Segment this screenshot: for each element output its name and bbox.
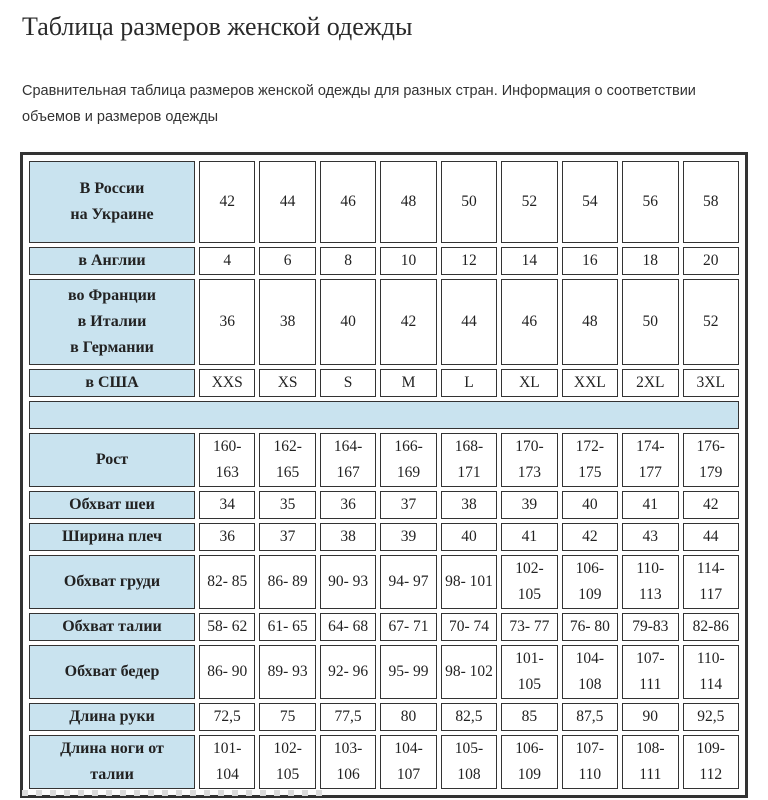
footer-divider — [22, 790, 322, 796]
table-cell: 42 — [562, 523, 618, 551]
table-cell: 110- 114 — [683, 645, 740, 699]
table-cell: 37 — [259, 523, 315, 551]
table-row — [29, 523, 739, 551]
table-cell: 105- 108 — [441, 735, 497, 789]
table-cell: 176- 179 — [683, 433, 740, 487]
country-label: в США — [29, 369, 195, 397]
table-cell: 50 — [441, 161, 497, 243]
table-cell: 42 — [683, 491, 740, 519]
table-cell: 80 — [380, 703, 436, 731]
table-cell: 67- 71 — [380, 613, 436, 641]
table-cell: 18 — [622, 247, 678, 275]
country-label: в Англии — [29, 247, 195, 275]
table-cell: 87,5 — [562, 703, 618, 731]
table-cell: 10 — [380, 247, 436, 275]
table-row — [29, 613, 739, 641]
table-cell: 58- 62 — [199, 613, 255, 641]
table-cell: XXL — [562, 369, 618, 397]
table-cell: 4 — [199, 247, 255, 275]
table-cell: 39 — [501, 491, 557, 519]
table-cell: 76- 80 — [562, 613, 618, 641]
table-cell: 37 — [380, 491, 436, 519]
table-cell: 64- 68 — [320, 613, 376, 641]
table-cell: 101- 105 — [501, 645, 557, 699]
size-table — [25, 157, 743, 793]
table-cell: 98- 101 — [441, 555, 497, 609]
table-cell: 38 — [441, 491, 497, 519]
table-cell: 40 — [320, 279, 376, 365]
measure-label: Длина ноги от талии — [29, 735, 195, 789]
table-cell: L — [441, 369, 497, 397]
measure-label: Ширина плеч — [29, 523, 195, 551]
table-cell: 48 — [380, 161, 436, 243]
table-cell: M — [380, 369, 436, 397]
table-row — [29, 645, 739, 699]
table-row — [29, 161, 739, 243]
table-cell: 14 — [501, 247, 557, 275]
table-cell: 34 — [199, 491, 255, 519]
table-cell: 98- 102 — [441, 645, 497, 699]
table-cell: XS — [259, 369, 315, 397]
table-cell: 73- 77 — [501, 613, 557, 641]
table-cell: 94- 97 — [380, 555, 436, 609]
measure-label: Обхват шеи — [29, 491, 195, 519]
table-cell: 38 — [259, 279, 315, 365]
table-cell: 107- 111 — [622, 645, 678, 699]
table-cell: 85 — [501, 703, 557, 731]
table-cell: 52 — [501, 161, 557, 243]
measure-label: Длина руки — [29, 703, 195, 731]
measure-label: Рост — [29, 433, 195, 487]
table-cell: 6 — [259, 247, 315, 275]
section-separator — [29, 401, 739, 429]
table-cell: 16 — [562, 247, 618, 275]
table-cell: 12 — [441, 247, 497, 275]
table-cell: 90 — [622, 703, 678, 731]
table-cell: 89- 93 — [259, 645, 315, 699]
table-cell: 90- 93 — [320, 555, 376, 609]
table-cell: 8 — [320, 247, 376, 275]
table-row — [29, 369, 739, 397]
table-cell: 82,5 — [441, 703, 497, 731]
table-row — [29, 555, 739, 609]
table-cell: 44 — [441, 279, 497, 365]
table-cell: 82-86 — [683, 613, 740, 641]
table-cell: 104- 107 — [380, 735, 436, 789]
table-cell: 172- 175 — [562, 433, 618, 487]
table-cell: 42 — [199, 161, 255, 243]
page-title: Таблица размеров женской одежды — [22, 12, 413, 41]
table-cell: 39 — [380, 523, 436, 551]
table-row — [29, 247, 739, 275]
table-cell: 44 — [259, 161, 315, 243]
table-row — [29, 491, 739, 519]
table-cell: 168- 171 — [441, 433, 497, 487]
table-cell: 2XL — [622, 369, 678, 397]
table-cell: 77,5 — [320, 703, 376, 731]
table-cell: 75 — [259, 703, 315, 731]
table-cell: 82- 85 — [199, 555, 255, 609]
table-cell: 170- 173 — [501, 433, 557, 487]
table-cell: XL — [501, 369, 557, 397]
table-cell: 101- 104 — [199, 735, 255, 789]
table-row — [29, 735, 739, 789]
table-cell: XXS — [199, 369, 255, 397]
table-cell: 48 — [562, 279, 618, 365]
table-cell: 58 — [683, 161, 740, 243]
measure-label: Обхват бедер — [29, 645, 195, 699]
table-cell: 3XL — [683, 369, 740, 397]
table-cell: 41 — [622, 491, 678, 519]
table-row — [29, 279, 739, 365]
table-cell: 61- 65 — [259, 613, 315, 641]
table-cell: 110- 113 — [622, 555, 678, 609]
table-cell: 102- 105 — [259, 735, 315, 789]
table-cell: 56 — [622, 161, 678, 243]
table-cell: 92- 96 — [320, 645, 376, 699]
measure-label: Обхват талии — [29, 613, 195, 641]
table-cell: 86- 90 — [199, 645, 255, 699]
table-cell: 52 — [683, 279, 740, 365]
table-cell: 72,5 — [199, 703, 255, 731]
table-cell: 104- 108 — [562, 645, 618, 699]
table-cell: 70- 74 — [441, 613, 497, 641]
table-cell: 102- 105 — [501, 555, 557, 609]
table-cell: 44 — [683, 523, 740, 551]
table-cell: 164- 167 — [320, 433, 376, 487]
table-cell: 92,5 — [683, 703, 740, 731]
country-label: во Франции в Италии в Германии — [29, 279, 195, 365]
size-table-frame — [20, 152, 748, 798]
table-cell: 50 — [622, 279, 678, 365]
table-cell: 106- 109 — [501, 735, 557, 789]
page-description: Сравнительная таблица размеров женской одежды для разных стран. Информация о соответствии объемов и размеров одежды — [22, 83, 696, 125]
table-cell: 40 — [441, 523, 497, 551]
table-cell: 36 — [320, 491, 376, 519]
table-cell: 114- 117 — [683, 555, 740, 609]
table-cell: 95- 99 — [380, 645, 436, 699]
table-cell: 46 — [501, 279, 557, 365]
table-cell: 107- 110 — [562, 735, 618, 789]
table-row — [29, 433, 739, 487]
table-cell: 20 — [683, 247, 740, 275]
table-cell: 174- 177 — [622, 433, 678, 487]
table-cell: 109- 112 — [683, 735, 740, 789]
table-cell: S — [320, 369, 376, 397]
table-cell: 86- 89 — [259, 555, 315, 609]
table-cell: 166- 169 — [380, 433, 436, 487]
table-cell: 38 — [320, 523, 376, 551]
measure-label: Обхват груди — [29, 555, 195, 609]
table-cell: 40 — [562, 491, 618, 519]
table-cell: 36 — [199, 523, 255, 551]
table-cell: 41 — [501, 523, 557, 551]
size-table-body — [29, 161, 739, 789]
table-cell: 103- 106 — [320, 735, 376, 789]
table-cell: 36 — [199, 279, 255, 365]
country-label: В России на Украине — [29, 161, 195, 243]
table-cell: 162- 165 — [259, 433, 315, 487]
table-cell: 160- 163 — [199, 433, 255, 487]
table-cell: 79-83 — [622, 613, 678, 641]
table-cell: 46 — [320, 161, 376, 243]
separator-cell — [29, 401, 739, 429]
table-cell: 43 — [622, 523, 678, 551]
table-cell: 108- 111 — [622, 735, 678, 789]
table-cell: 42 — [380, 279, 436, 365]
table-cell: 106- 109 — [562, 555, 618, 609]
table-cell: 35 — [259, 491, 315, 519]
table-row — [29, 703, 739, 731]
table-cell: 54 — [562, 161, 618, 243]
